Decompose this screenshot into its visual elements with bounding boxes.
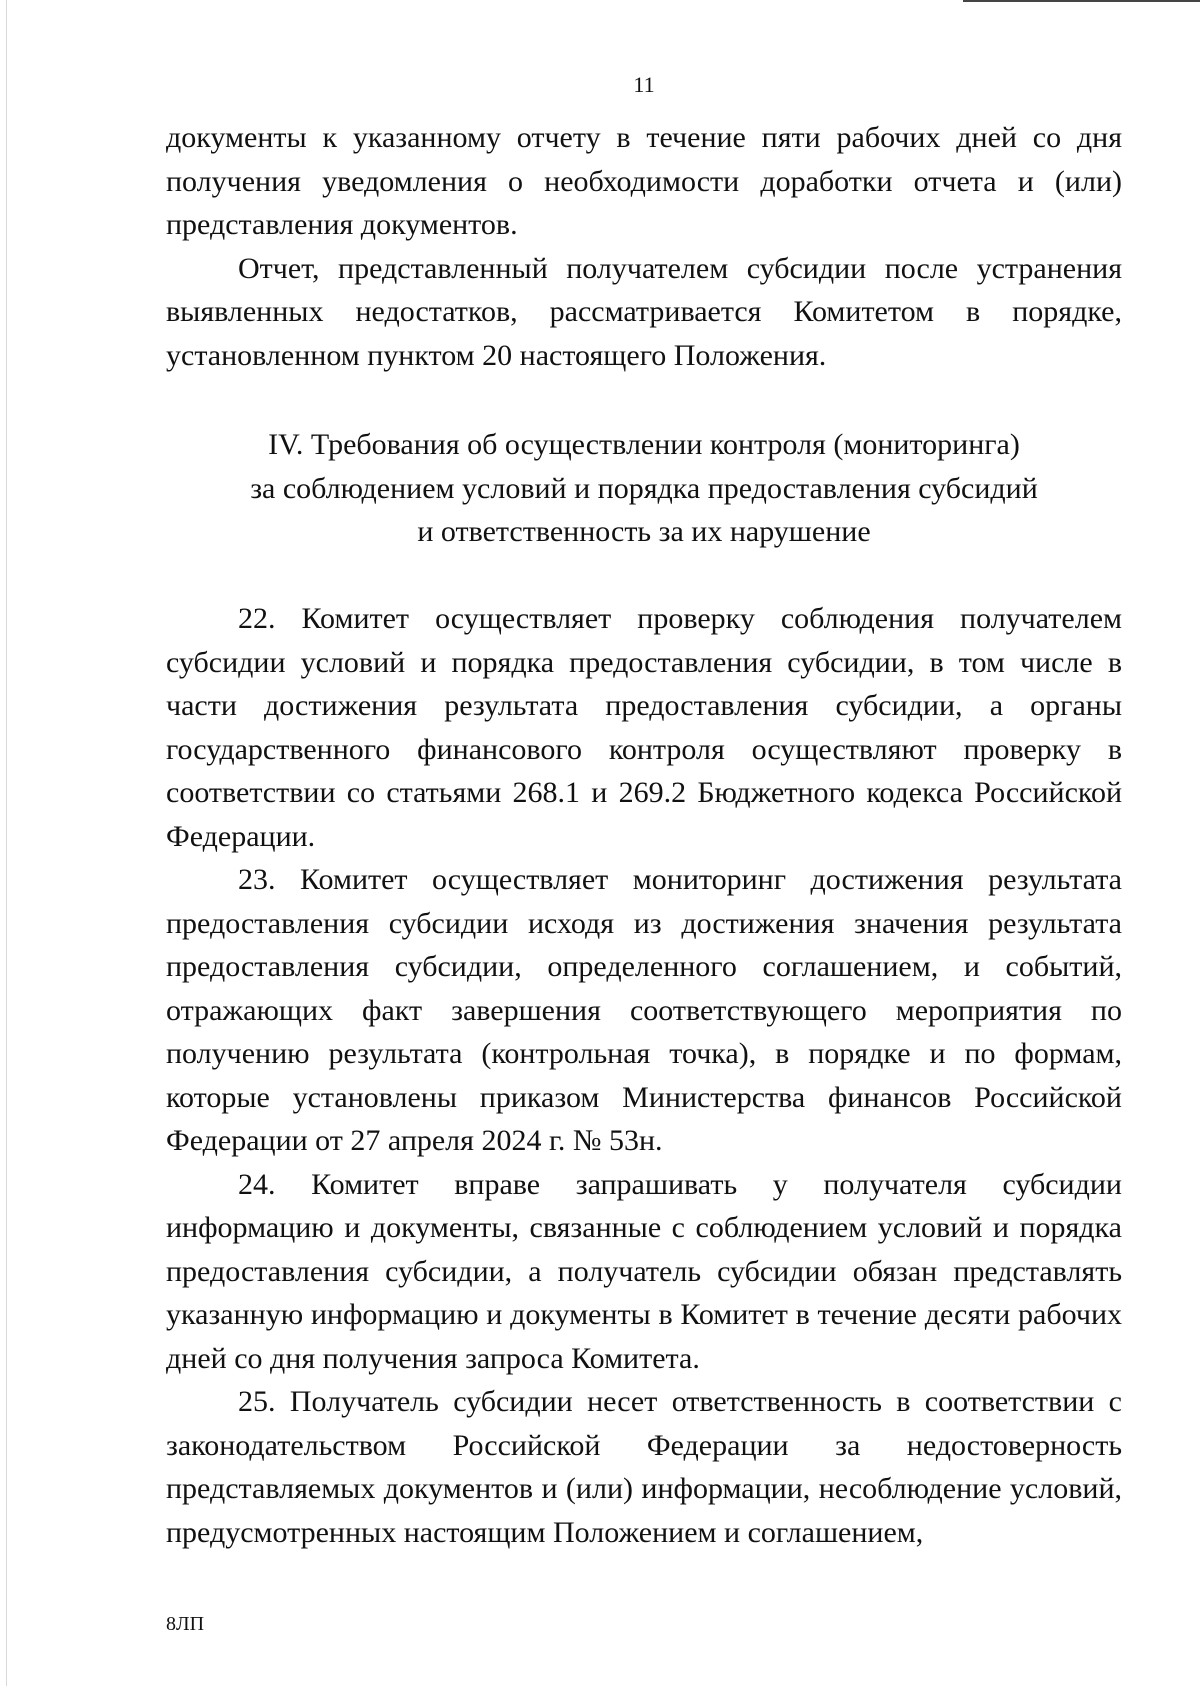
paragraph-22: 22. Комитет осуществляет проверку соблюдения получателем субсидии условий и порядка предоставления субсидии, в том числе в части достижения результата предоставления субсидии, а органы государственного финансового контроля осуществляют проверку в соответствии со статьями 268.1 и 269.2 Бюджетного кодекса Российской Федерации. <box>166 602 1122 853</box>
footer-code: 8ЛП <box>166 1613 205 1635</box>
paragraph-24: 24. Комитет вправе запрашивать у получателя субсидии информацию и документы, связанные с соблюдением условий и порядка предоставления субсидии, а получатель субсидии обязан представлять указанную информацию и документы в Комитет в течение десяти рабочих дней со дня получения запроса Комитета. <box>166 1167 1122 1375</box>
paragraph-25: 25. Получатель субсидии несет ответственность в соответствии с законодательством Российской Федерации за недостоверность представляемых документов и (или) информации, несоблюдение условий, предусмотренных настоящим Положением и соглашением, <box>166 1385 1122 1549</box>
scan-edge-line <box>6 0 7 1686</box>
body-text-block <box>166 597 1122 1554</box>
section-heading-line-2: за соблюдением условий и порядка предоставления субсидий <box>250 471 1038 505</box>
section-heading <box>166 423 1122 554</box>
section-heading-line-3: и ответственность за их нарушение <box>417 515 871 548</box>
page-number: 11 <box>633 72 655 97</box>
top-text-block <box>166 116 1122 377</box>
section-heading-line-1: IV. Требования об осуществлении контроля (мониторинга) <box>268 428 1020 461</box>
top-rule <box>963 0 1200 2</box>
paragraph-report: Отчет, представленный получателем субсидии после устранения выявленных недостатков, рассматривается Комитетом в порядке, установленном пунктом 20 настоящего Положения. <box>166 251 1122 372</box>
paragraph-continuation: документы к указанному отчету в течение пяти рабочих дней со дня получения уведомления о необходимости доработки отчета и (или) представления документов. <box>166 121 1122 241</box>
paragraph-23: 23. Комитет осуществляет мониторинг достижения результата предоставления субсидии исходя из достижения значения результата предоставления субсидии, определенного соглашением, и событий, отражающих факт завершения соответствующего мероприятия по получению результата (контрольная точка), в порядке и по формам, которые установлены приказом Министерства финансов Российской Федерации от 27 апреля 2024 г. № 53н. <box>166 863 1122 1157</box>
